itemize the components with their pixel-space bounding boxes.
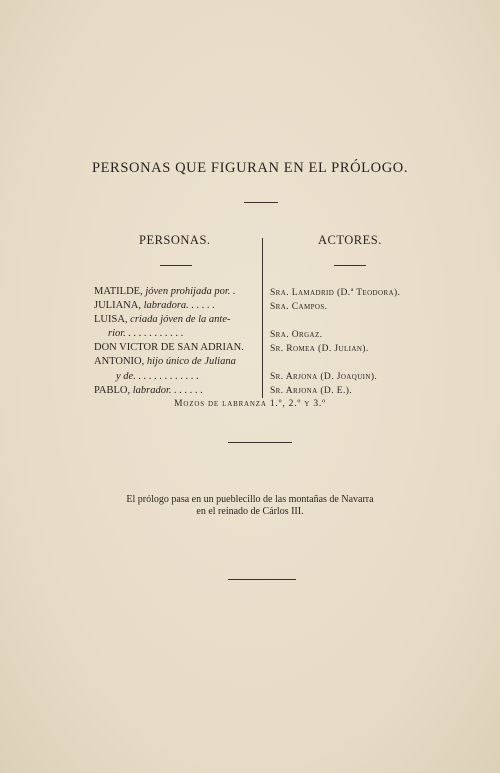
mozos-line: Mozos de labranza 1.º, 2.º y 3.º xyxy=(174,399,326,409)
personas-rule xyxy=(160,265,192,266)
role-row: JULIANA, labradora. . . . . . xyxy=(94,300,216,311)
personas-heading: PERSONAS. xyxy=(139,233,211,247)
bottom-rule xyxy=(228,579,296,580)
actor-name: Sr. Arjona (D. Joaquin). xyxy=(270,372,378,382)
role-row: rior. . . . . . . . . . . . xyxy=(108,328,184,339)
role-row: LUISA, criada jóven de la ante- xyxy=(94,314,231,325)
column-divider xyxy=(262,238,263,398)
setting-line-2: en el reinado de Cárlos III. xyxy=(196,506,304,517)
title-rule xyxy=(244,202,278,203)
actores-heading: ACTORES. xyxy=(318,233,382,247)
setting-line-1: El prólogo pasa en un pueblecillo de las montañas de Navarra xyxy=(126,494,374,505)
page-title: PERSONAS QUE FIGURAN EN EL PRÓLOGO. xyxy=(91,160,409,176)
role-row: ANTONIO, hijo único de Juliana xyxy=(94,356,236,367)
actor-name: Sra. Campos. xyxy=(270,302,328,312)
role-row: DON VICTOR DE SAN ADRIAN. xyxy=(94,342,244,353)
actores-rule xyxy=(334,265,366,266)
actor-name: Sr. Arjona (D. E.). xyxy=(270,386,353,396)
role-row: MATILDE, jóven prohijada por. . xyxy=(94,286,236,297)
role-row: PABLO, labrador. . . . . . . xyxy=(94,385,204,396)
role-row: y de. . . . . . . . . . . . . xyxy=(116,371,199,382)
actor-name: Sra. Orgaz. xyxy=(270,330,323,340)
actor-name: Sr. Romea (D. Julian). xyxy=(270,344,369,354)
actor-name: Sra. Lamadrid (D.ª Teodora). xyxy=(270,288,401,298)
section-rule xyxy=(228,442,292,443)
